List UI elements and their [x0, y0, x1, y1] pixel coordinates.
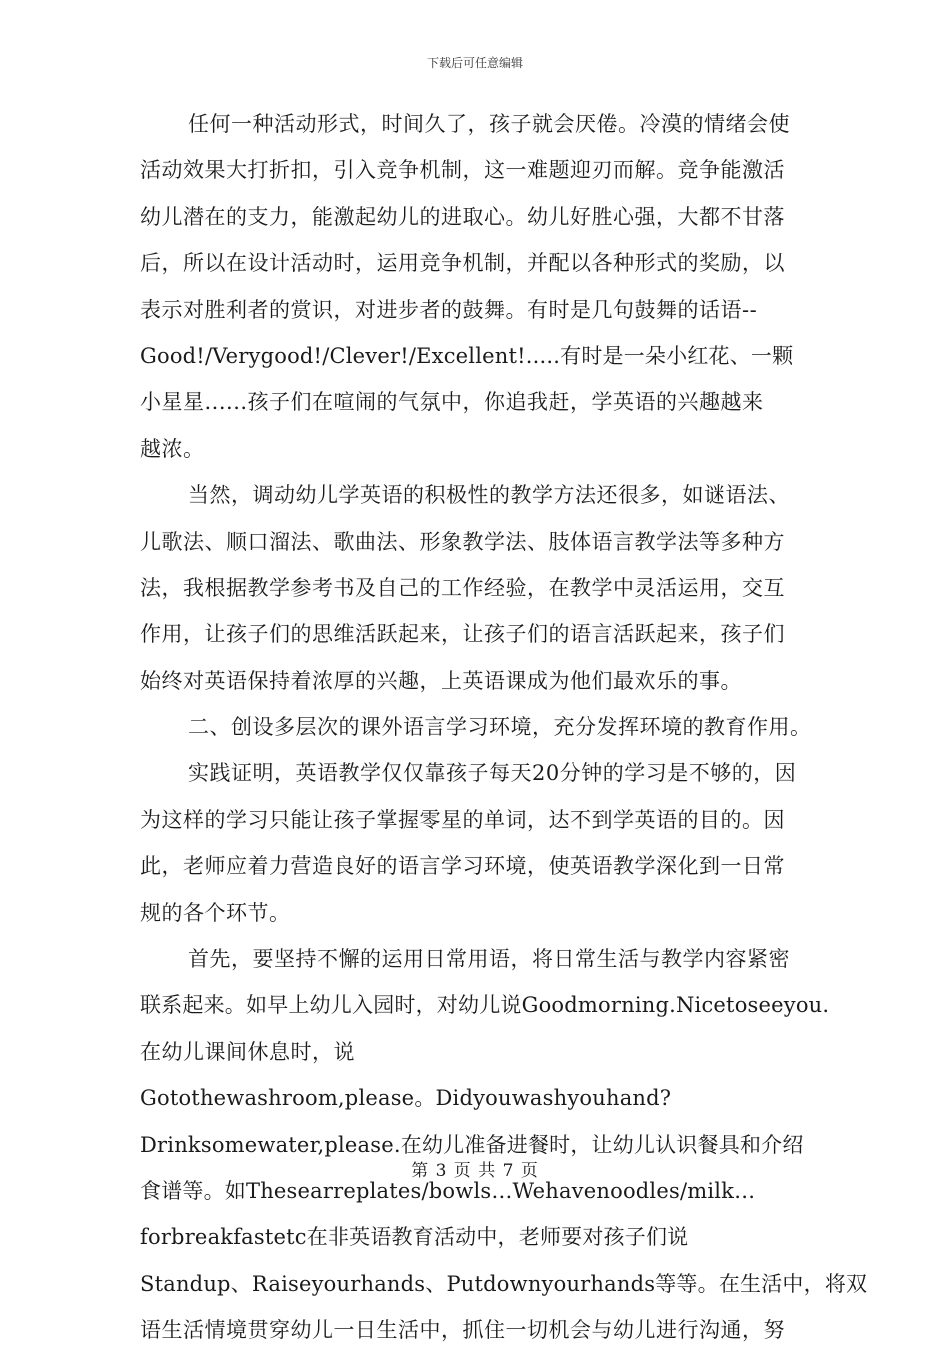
- text-line: Standup、Raiseyourhands、Putdownyourhands等等。在生活中，将双: [140, 1271, 868, 1296]
- page-footer: 第 3 页 共 7 页: [411, 1161, 539, 1181]
- text-line: 小星星......孩子们在喧闹的气氛中，你追我赶，学英语的兴趣越来: [140, 390, 764, 415]
- text-line: 任何一种活动形式，时间久了，孩子就会厌倦。冷漠的情绪会使: [188, 112, 790, 136]
- text-line: 为这样的学习只能让孩子掌握零星的单词，达不到学英语的目的。因: [140, 807, 785, 832]
- text-line: 规的各个环节。: [140, 900, 291, 925]
- text-line: Gotothewashroom,please。Didyouwashyouhand?: [140, 1086, 672, 1111]
- text-line: 法，我根据教学参考书及自己的工作经验，在教学中灵活运用，交互: [140, 575, 785, 600]
- text-line: 始终对英语保持着浓厚的兴趣，上英语课成为他们最欢乐的事。: [140, 668, 742, 693]
- text-line: 活动效果大打折扣，引入竞争机制，这一难题迎刃而解。竞争能激活: [140, 158, 785, 183]
- text-line: Good!/Verygood!/Clever!/Excellent!.....有时是一朵小红花、一颗: [140, 343, 794, 368]
- section-heading: 二、创设多层次的课外语言学习环境，充分发挥环境的教育作用。: [188, 715, 812, 740]
- text-line: 语生活情境贯穿幼儿一日生活中，抓住一切机会与幼儿进行沟通，努: [140, 1318, 785, 1343]
- page-header: 下载后可任意编辑: [426, 56, 523, 70]
- text-line: 儿歌法、顺口溜法、歌曲法、形象教学法、肢体语言教学法等多种方: [140, 529, 785, 554]
- text-line: forbreakfastetc在非英语教育活动中，老师要对孩子们说: [140, 1225, 689, 1250]
- text-line: 越浓。: [140, 436, 205, 461]
- text-line: 幼儿潜在的支力，能激起幼儿的进取心。幼儿好胜心强，大都不甘落: [140, 204, 785, 229]
- text-line: 联系起来。如早上幼儿入园时，对幼儿说Goodmorning.Nicetoseeyou.: [140, 993, 830, 1018]
- text-line: 当然，调动幼儿学英语的积极性的教学方法还很多，如谜语法、: [188, 483, 790, 508]
- text-line: 食谱等。如Thesearreplates/bowls…Wehavenoodles/milk…: [140, 1178, 756, 1203]
- text-line: 实践证明，英语教学仅仅靠孩子每天20分钟的学习是不够的，因: [188, 761, 797, 786]
- text-line: 表示对胜利者的赏识，对进步者的鼓舞。有时是几句鼓舞的话语--: [140, 297, 758, 322]
- text-line: Drinksomewater,please.在幼儿准备进餐时，让幼儿认识餐具和介绍: [140, 1132, 804, 1157]
- text-line: 作用，让孩子们的思维活跃起来，让孩子们的语言活跃起来，孩子们: [140, 622, 785, 647]
- text-line: 在幼儿课间休息时，说: [140, 1039, 355, 1064]
- text-line: 此，老师应着力营造良好的语言学习环境，使英语教学深化到一日常: [140, 854, 785, 879]
- text-line: 后，所以在设计活动时，运用竞争机制，并配以各种形式的奖励，以: [140, 251, 785, 276]
- text-line: 首先，要坚持不懈的运用日常用语，将日常生活与教学内容紧密: [188, 947, 790, 972]
